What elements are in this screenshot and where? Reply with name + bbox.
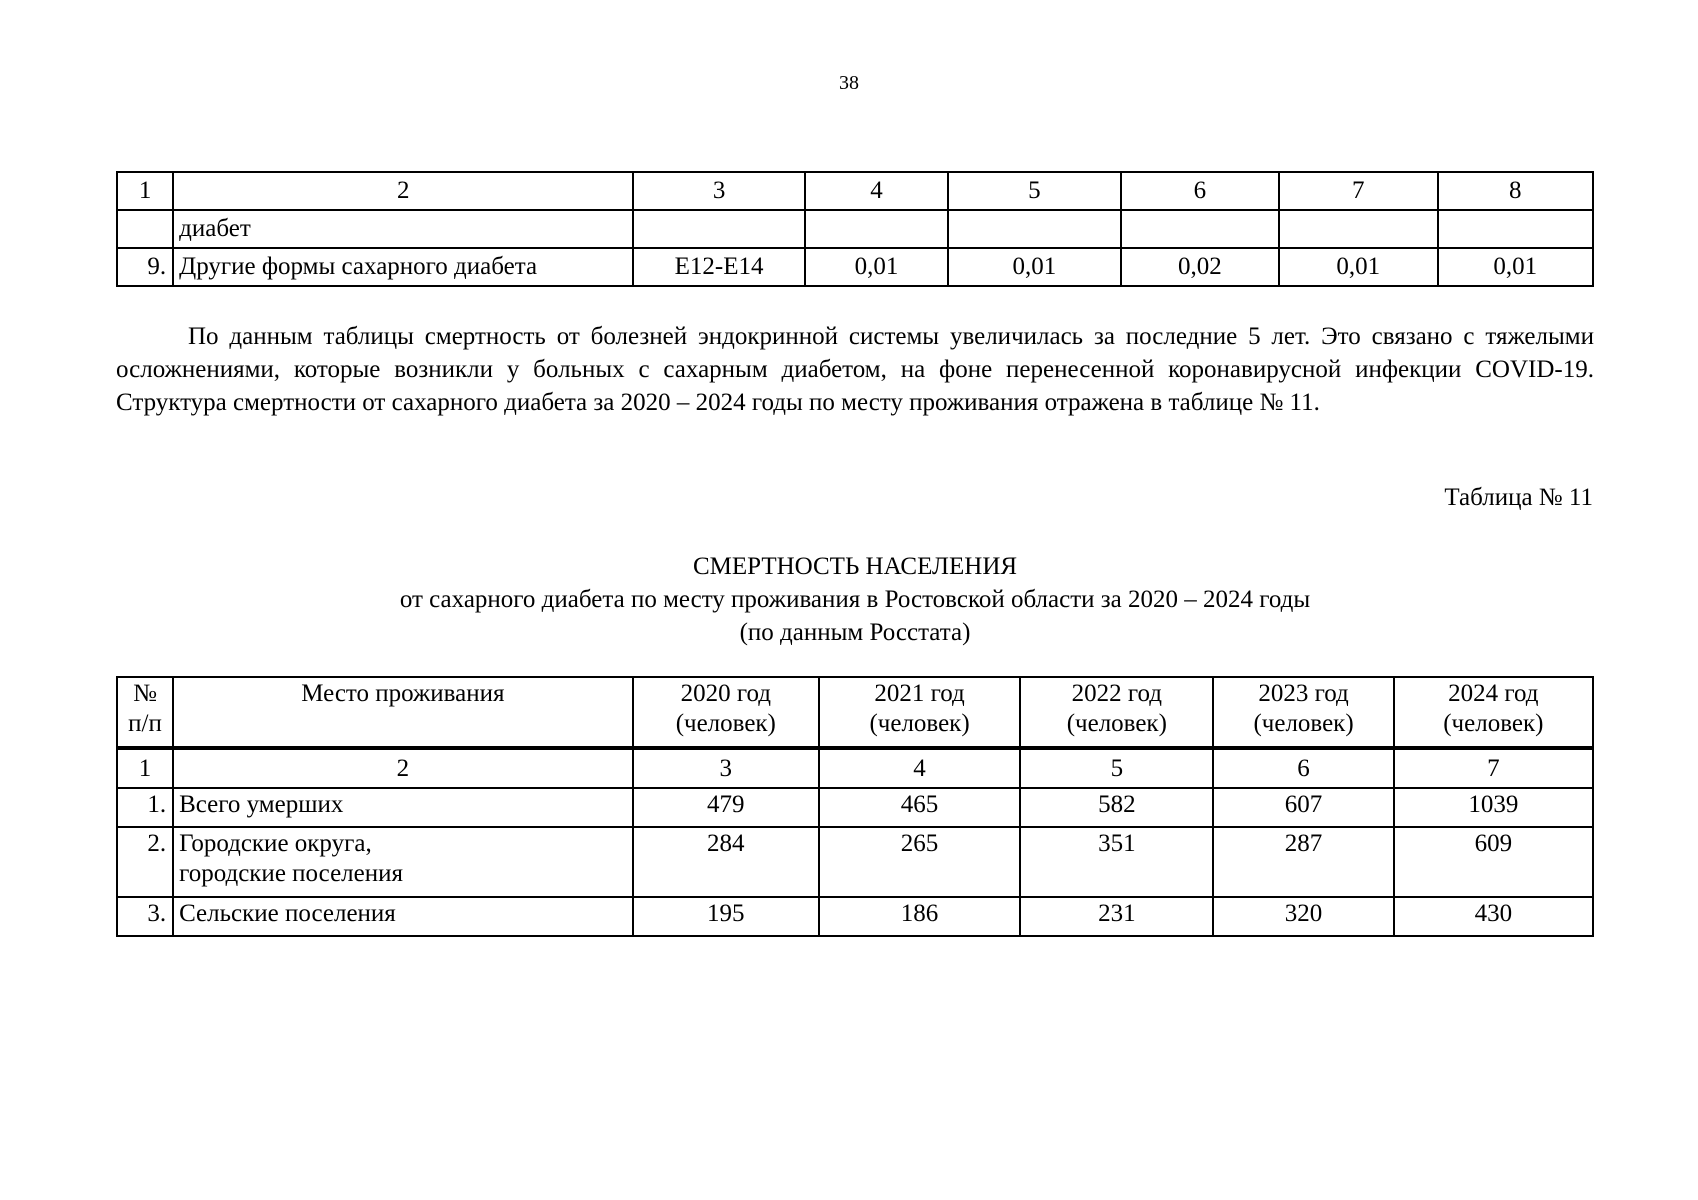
table-row (117, 248, 1593, 286)
table-cell: 607 (1213, 788, 1393, 827)
row-place-line: Сельские поселения (179, 900, 396, 927)
column-number: 2 (173, 748, 633, 788)
table-cell: 195 (633, 897, 819, 936)
column-number: 1 (117, 172, 173, 210)
header-year-unit: (человек) (1253, 710, 1354, 737)
table-label: Таблица № 11 (1444, 484, 1593, 511)
row-place-line: Всего умерших (179, 791, 344, 818)
column-number: 4 (819, 748, 1020, 788)
header-number (117, 677, 173, 748)
column-number: 5 (948, 172, 1120, 210)
header-year-unit: (человек) (675, 710, 776, 737)
table-cell: 0,01 (948, 248, 1120, 286)
header-year (633, 677, 819, 748)
header-year-unit: (человек) (1443, 710, 1544, 737)
table-cell: 609 (1394, 827, 1593, 897)
table-cell: 0,01 (1279, 248, 1437, 286)
table-header-row (117, 677, 1593, 748)
mortality-table (116, 676, 1594, 937)
row-number (117, 210, 173, 248)
column-numbers-row (117, 748, 1593, 788)
row-number: 2. (117, 827, 173, 897)
header-year (1020, 677, 1213, 748)
header-year (1213, 677, 1393, 748)
column-number: 7 (1279, 172, 1437, 210)
table-row (117, 827, 1593, 897)
column-number: 6 (1213, 748, 1393, 788)
row-name: Другие формы сахарного диабета (173, 248, 633, 286)
header-year-unit: (человек) (869, 710, 970, 737)
table-cell (1121, 210, 1279, 248)
header-year-label: 2024 год (1448, 680, 1539, 707)
table-row (117, 210, 1593, 248)
header-year-label: 2022 год (1071, 680, 1162, 707)
row-number: 3. (117, 897, 173, 936)
header-year-label: 2021 год (874, 680, 965, 707)
column-number: 1 (117, 748, 173, 788)
table-cell: 320 (1213, 897, 1393, 936)
table-cell (1438, 210, 1594, 248)
page-number: 38 (839, 72, 859, 94)
column-number: 5 (1020, 748, 1213, 788)
row-place-line: Городские округа, (179, 830, 372, 857)
table-source-line: (по данным Росстата) (739, 619, 971, 646)
table-cell: 0,02 (1121, 248, 1279, 286)
table-subtitle-line: от сахарного диабета по месту проживания в Ростовской области за 2020 – 2024 годы (399, 586, 1311, 613)
header-number-symbol: № (133, 680, 157, 707)
table-cell: 265 (819, 827, 1020, 897)
table-row (117, 897, 1593, 936)
table-cell: 186 (819, 897, 1020, 936)
header-place: Место проживания (173, 677, 633, 748)
row-place (173, 827, 633, 897)
column-number: 7 (1394, 748, 1593, 788)
table-row (117, 788, 1593, 827)
table-cell: 582 (1020, 788, 1213, 827)
header-year (1394, 677, 1593, 748)
column-number: 6 (1121, 172, 1279, 210)
row-number: 9. (117, 248, 173, 286)
header-number-abbr: п/п (128, 710, 162, 737)
row-code (633, 210, 804, 248)
column-number: 4 (805, 172, 948, 210)
table-cell: 287 (1213, 827, 1393, 897)
header-year-label: 2023 год (1258, 680, 1349, 707)
row-name: диабет (173, 210, 633, 248)
table-cell: 231 (1020, 897, 1213, 936)
row-place (173, 897, 633, 936)
header-year-label: 2020 год (680, 680, 771, 707)
table-cell (805, 210, 948, 248)
table-cell (948, 210, 1120, 248)
column-number: 3 (633, 748, 819, 788)
row-number: 1. (117, 788, 173, 827)
table-cell: 1039 (1394, 788, 1593, 827)
row-code: E12-E14 (633, 248, 804, 286)
table-cell: 0,01 (1438, 248, 1594, 286)
table-cell: 284 (633, 827, 819, 897)
header-year (819, 677, 1020, 748)
row-place-line: городские поселения (179, 860, 403, 887)
table-cell: 465 (819, 788, 1020, 827)
column-number: 3 (633, 172, 804, 210)
column-number: 2 (173, 172, 633, 210)
header-year-unit: (человек) (1066, 710, 1167, 737)
body-paragraph: По данным таблицы смертность от болезней эндокринной системы увеличилась за последние 5 лет. Это связано с тяжелыми осложнениями, которые возникли у больных с сахарным диабетом, на фоне перенесенной коронавирусной инфекции COVID-19. Структура смертности от сахарного диабета за 2020 – 2024 годы по месту проживания отражена в таблице № 11. (116, 323, 1594, 416)
table-title (116, 550, 1594, 649)
table-cell: 430 (1394, 897, 1593, 936)
continued-table (116, 171, 1594, 287)
table-header-row (117, 172, 1593, 210)
row-place (173, 788, 633, 827)
table-cell: 0,01 (805, 248, 948, 286)
table-title-line: СМЕРТНОСТЬ НАСЕЛЕНИЯ (692, 553, 1018, 580)
table-cell: 479 (633, 788, 819, 827)
table-cell (1279, 210, 1437, 248)
column-number: 8 (1438, 172, 1594, 210)
table-cell: 351 (1020, 827, 1213, 897)
